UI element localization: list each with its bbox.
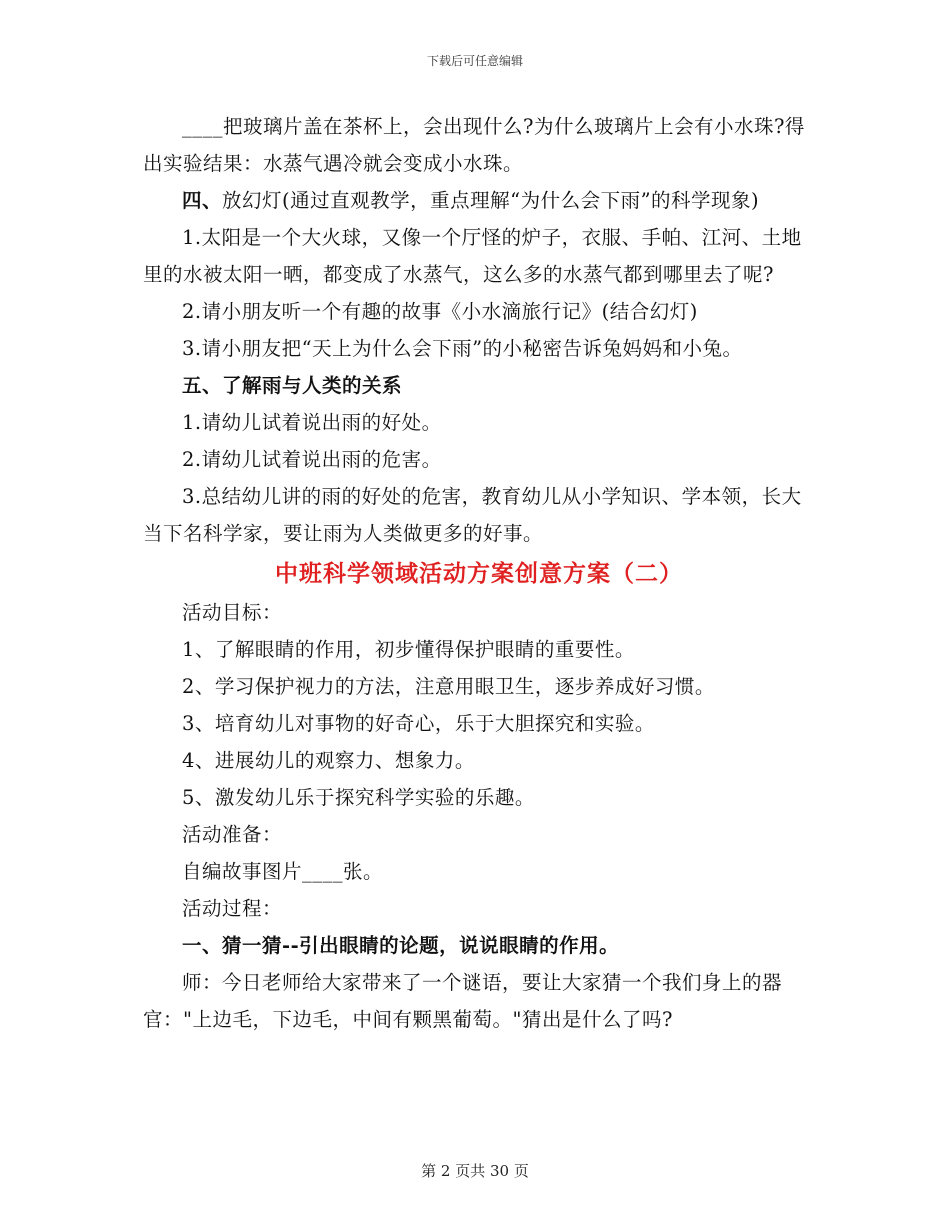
- section-heading: 五、了解雨与人类的关系: [182, 374, 403, 397]
- paragraph: 活动目标：: [182, 601, 283, 624]
- list-item: 1、了解眼睛的作用，初步懂得保护眼睛的重要性。: [182, 638, 635, 661]
- paragraph: 3.请小朋友把“天上为什么会下雨”的小秘密告诉兔妈妈和小兔。: [182, 337, 743, 360]
- list-item: 3、培育幼儿对事物的好奇心，乐于大胆探究和实验。: [182, 712, 655, 735]
- paragraph: [143, 182, 815, 219]
- section-label: 四、: [182, 189, 223, 212]
- section-heading: 一、猜一猜--引出眼睛的论题，说说眼睛的作用。: [182, 934, 620, 957]
- list-item: 4、进展幼儿的观察力、想象力。: [182, 749, 475, 772]
- paragraph: 活动准备：: [182, 823, 283, 846]
- document-body: [143, 108, 815, 1038]
- paragraph: 自编故事图片____张。: [182, 860, 384, 883]
- paragraph: 1.太阳是一个大火球，又像一个厅怪的炉子，衣服、手帕、江河、土地里的水被太阳一晒，都变成了水蒸气，这么多的水蒸气都到哪里去了呢?: [143, 226, 802, 286]
- paragraph: 活动过程：: [182, 897, 283, 920]
- paragraph: 2.请小朋友听一个有趣的故事《小水滴旅行记》(结合幻灯): [182, 300, 698, 323]
- page-header: 下载后可任意编辑: [426, 54, 523, 68]
- paragraph: 3.总结幼儿讲的雨的好处的危害，教育幼儿从小学知识、学本领，长大当下名科学家，要让雨为人类做更多的好事。: [143, 485, 802, 545]
- paragraph: 2.请幼儿试着说出雨的危害。: [182, 448, 442, 471]
- list-item: 2、学习保护视力的方法，注意用眼卫生，逐步养成好习惯。: [182, 675, 715, 698]
- paragraph: ____把玻璃片盖在茶杯上，会出现什么?为什么玻璃片上会有小水珠?得出实验结果：水蒸气遇冷就会变成小水珠。: [143, 115, 805, 175]
- paragraph-text: 放幻灯(通过直观教学，重点理解“为什么会下雨”的科学现象): [222, 189, 760, 212]
- section-title: 中班科学领域活动方案创意方案（二）: [275, 560, 683, 587]
- paragraph: 师：今日老师给大家带来了一个谜语，要让大家猜一个我们身上的器官："上边毛，下边毛，中间有颗黑葡萄。"猜出是什么了吗?: [143, 971, 783, 1031]
- paragraph: 1.请幼儿试着说出雨的好处。: [182, 411, 442, 434]
- list-item: 5、激发幼儿乐于探究科学实验的乐趣。: [182, 786, 535, 809]
- page-footer: 第 2 页共 30 页: [421, 1162, 529, 1180]
